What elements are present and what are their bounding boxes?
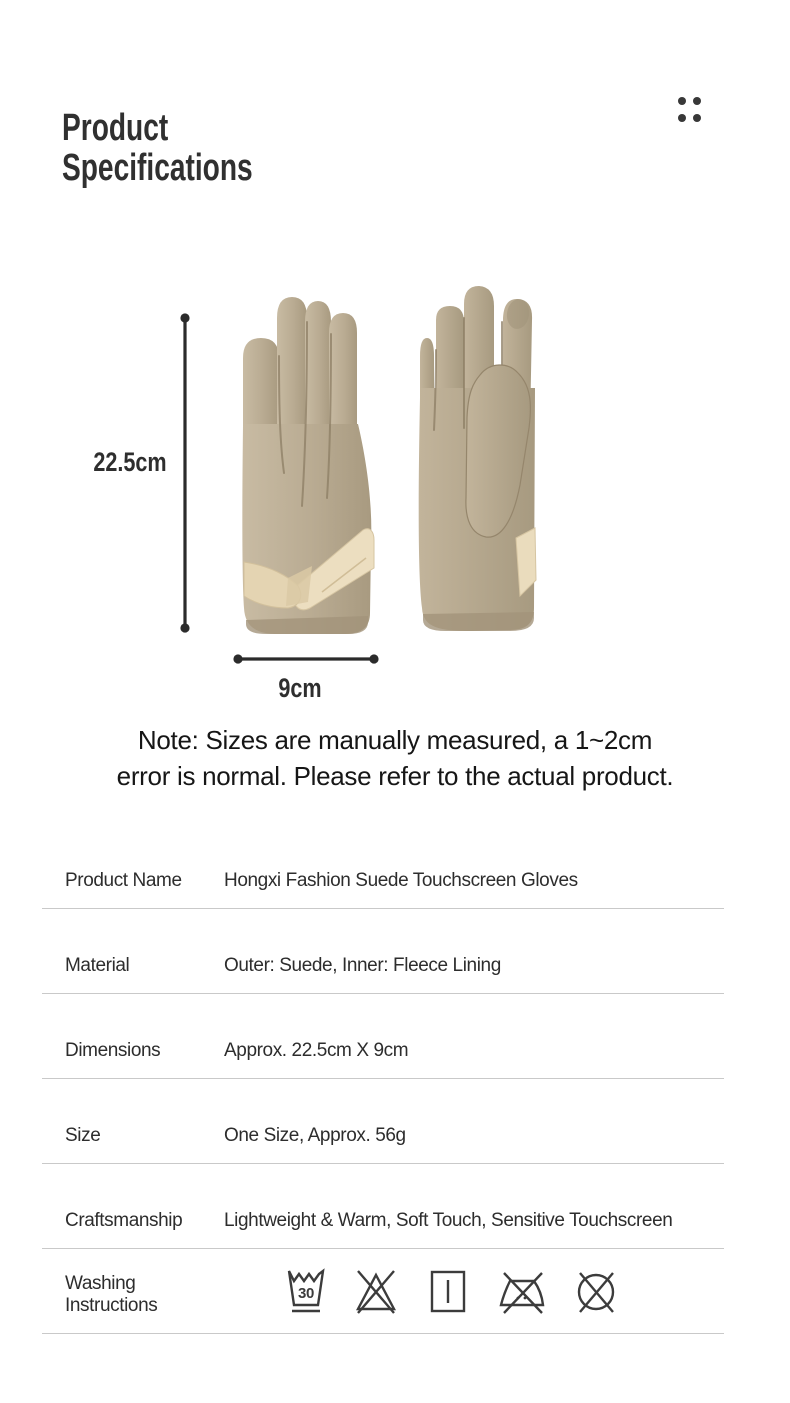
measurement-note <box>0 722 790 794</box>
spec-row-material <box>42 909 724 994</box>
spec-value: Outer: Suede, Inner: Fleece Lining <box>224 955 501 976</box>
svg-text:30: 30 <box>298 1285 314 1302</box>
measurement-note-line1: Note: Sizes are manually measured, a 1~2cm <box>137 725 653 755</box>
spec-value: One Size, Approx. 56g <box>224 1125 406 1146</box>
do-not-bleach-icon <box>352 1265 400 1317</box>
spec-value: Hongxi Fashion Suede Touchscreen Gloves <box>224 870 578 891</box>
spec-label: Washing Instructions <box>65 1273 158 1316</box>
washing-care-icons <box>224 1265 724 1317</box>
spec-row-dimensions <box>42 994 724 1079</box>
spec-value: Lightweight & Warm, Soft Touch, Sensitive Touchscreen <box>224 1210 673 1231</box>
width-dimension-line <box>233 654 378 663</box>
spec-row-craftsmanship <box>42 1164 724 1249</box>
four-dots-icon <box>678 97 701 122</box>
spec-label: Craftsmanship <box>65 1210 183 1231</box>
spec-value: Approx. 22.5cm X 9cm <box>224 1040 409 1061</box>
gloves-illustration <box>180 278 640 678</box>
drip-dry-icon <box>424 1265 472 1317</box>
spec-row-product-name <box>42 824 724 909</box>
page-title <box>62 108 253 188</box>
do-not-dry-clean-icon <box>572 1265 620 1317</box>
wash-30-icon <box>284 1265 328 1317</box>
spec-label: Product Name <box>65 870 182 891</box>
spec-row-washing-instructions <box>42 1249 724 1334</box>
do-not-iron-icon <box>496 1265 548 1317</box>
glove-side-view <box>419 286 536 631</box>
spec-row-size <box>42 1079 724 1164</box>
width-dimension-label: 9cm <box>278 673 322 703</box>
spec-table <box>42 824 724 1334</box>
glove-front-view <box>242 297 374 634</box>
height-dimension-label: 22.5cm <box>93 447 167 477</box>
page-title-line2: Specifications <box>62 147 253 190</box>
spec-label: Size <box>65 1125 101 1146</box>
spec-label: Material <box>65 955 130 976</box>
spec-label: Dimensions <box>65 1040 161 1061</box>
measurement-note-line2: error is normal. Please refer to the actual product. <box>116 761 674 791</box>
page-title-line1: Product <box>62 107 169 150</box>
